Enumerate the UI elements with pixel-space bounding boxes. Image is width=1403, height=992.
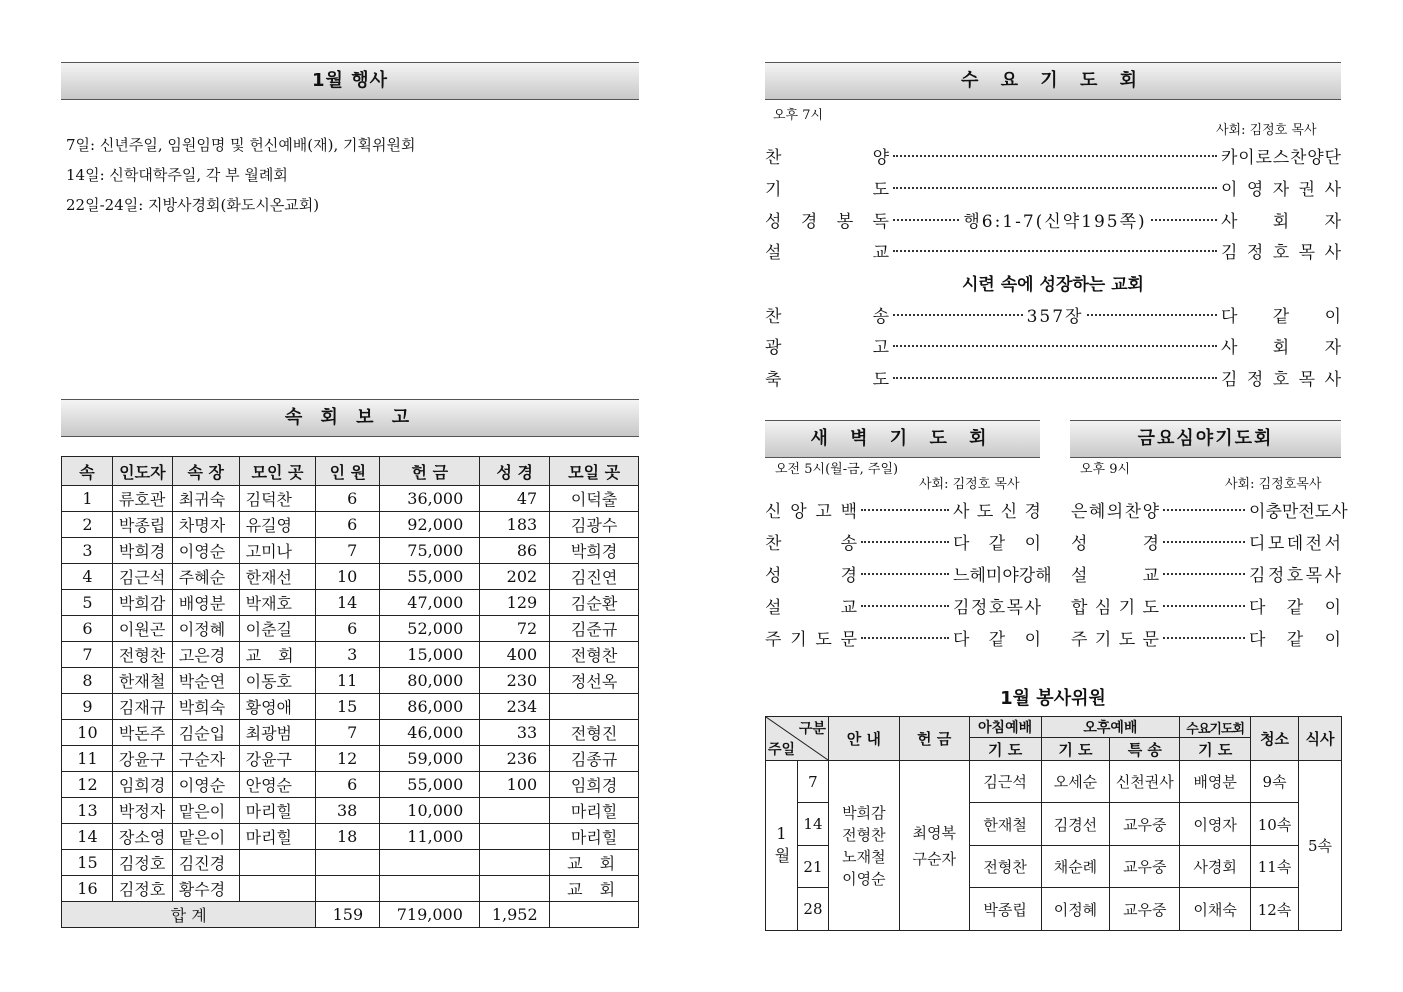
- sokjang-cell: 박희숙: [172, 694, 239, 720]
- leader-cell: 류호관: [112, 486, 172, 512]
- morning-cell: 한재철: [969, 803, 1041, 846]
- special-cell: 교우중: [1110, 803, 1180, 846]
- leader-cell: 김정호: [112, 850, 172, 876]
- bible-cell: 129: [480, 590, 550, 616]
- sokjang-cell: 맡은이: [172, 824, 239, 850]
- sok-cell: 6: [62, 616, 113, 642]
- leader-dots: [893, 155, 1217, 157]
- sok-header: 속: [62, 457, 113, 486]
- attendance-header-row: [62, 457, 639, 486]
- leader-dots: [1151, 219, 1217, 221]
- next-venue-cell: [550, 694, 639, 720]
- sok-cell: 16: [62, 876, 113, 902]
- next-venue-cell: 박희경: [550, 538, 639, 564]
- sokjang-cell: 배영분: [172, 590, 239, 616]
- offering-header: 헌 금: [899, 717, 969, 761]
- table-row: [62, 824, 639, 850]
- leader-cell: 장소영: [112, 824, 172, 850]
- sok-cell: 14: [62, 824, 113, 850]
- venue-cell: 고미나: [239, 538, 316, 564]
- leader-cell: 김재규: [112, 694, 172, 720]
- venue-cell: 최광범: [239, 720, 316, 746]
- leader-dots: [861, 637, 949, 639]
- month-cell: 1월: [766, 761, 798, 931]
- sok-cell: 12: [62, 772, 113, 798]
- aft-prayer-header: 기 도: [1041, 738, 1110, 761]
- total-offering: 719,000: [380, 902, 480, 928]
- attendance-table: [61, 456, 639, 928]
- sok-cell: 7: [62, 642, 113, 668]
- wed-header: 수요기도회: [1180, 717, 1251, 738]
- table-row: [62, 590, 639, 616]
- leader-cell: 박정자: [112, 798, 172, 824]
- offering-cell: 10,000: [380, 798, 480, 824]
- next-venue-cell: 이덕출: [550, 486, 639, 512]
- bible-cell: 400: [480, 642, 550, 668]
- morning-prayer-header: 기 도: [969, 738, 1041, 761]
- next-venue-cell: 마리힐: [550, 798, 639, 824]
- order-person: 이 충 만 전 도 사: [1249, 502, 1348, 522]
- sokjang-cell: 이정혜: [172, 616, 239, 642]
- guide-header: 안 내: [828, 717, 899, 761]
- count-cell: 18: [316, 824, 380, 850]
- leader-dots: [893, 250, 1217, 252]
- dawn-host: 사회: 김정호 목사: [919, 477, 1020, 492]
- next-venue-cell: 김진연: [550, 564, 639, 590]
- table-row: [62, 642, 639, 668]
- order-person: 김 정 호 목 사: [953, 598, 1041, 618]
- next-venue-cell: 전형진: [550, 720, 639, 746]
- count-cell: 7: [316, 720, 380, 746]
- leader-dots: [861, 509, 949, 511]
- order-label: 찬 송: [765, 534, 857, 554]
- order-label: 설 교: [765, 243, 889, 263]
- wed-cell: 이채숙: [1180, 888, 1251, 931]
- clean-cell: 10속: [1251, 803, 1299, 846]
- leader-dots: [893, 219, 959, 221]
- meal-cell: 5속: [1299, 761, 1342, 931]
- offering-cell: 86,000: [380, 694, 480, 720]
- leader-header: 인도자: [112, 457, 172, 486]
- afternoon-header: 오후예배: [1041, 717, 1180, 738]
- bible-cell: [480, 824, 550, 850]
- order-item: [1071, 529, 1341, 554]
- count-cell: 10: [316, 564, 380, 590]
- table-row: [62, 798, 639, 824]
- table-row: [62, 746, 639, 772]
- order-item: [1071, 593, 1341, 618]
- bible-cell: [480, 850, 550, 876]
- morning-cell: 전형찬: [969, 846, 1041, 888]
- wed-prayer-header: 기 도: [1180, 738, 1251, 761]
- special-cell: 교우중: [1110, 888, 1180, 931]
- bible-cell: 33: [480, 720, 550, 746]
- venue-cell: 교 회: [239, 642, 316, 668]
- sokjang-cell: 김순입: [172, 720, 239, 746]
- offering-cell: 75,000: [380, 538, 480, 564]
- sokjang-header: 속 장: [172, 457, 239, 486]
- sok-cell: 2: [62, 512, 113, 538]
- leader-cell: 박종립: [112, 512, 172, 538]
- order-label: 설 교: [765, 598, 857, 618]
- total-bible: 1,952: [480, 902, 550, 928]
- count-cell: 6: [316, 772, 380, 798]
- venue-cell: 김덕찬: [239, 486, 316, 512]
- sok-cell: 8: [62, 668, 113, 694]
- leader-dots: [893, 377, 1217, 379]
- leader-cell: 박희경: [112, 538, 172, 564]
- leader-cell: 강윤구: [112, 746, 172, 772]
- leader-cell: 전형찬: [112, 642, 172, 668]
- order-label: 찬 양: [765, 148, 889, 168]
- count-cell: 38: [316, 798, 380, 824]
- special-cell: 교우중: [1110, 846, 1180, 888]
- order-label: 축 도: [765, 370, 889, 390]
- aft-prayer-cell: 오세순: [1041, 761, 1110, 803]
- sok-cell: 11: [62, 746, 113, 772]
- order-label: 주 기 도 문: [1071, 630, 1159, 650]
- count-header: 인 원: [316, 457, 380, 486]
- meal-header: 식사: [1299, 717, 1342, 761]
- guide-cell: [828, 761, 899, 931]
- sokjang-cell: 차명자: [172, 512, 239, 538]
- order-label: 성 경: [1071, 534, 1159, 554]
- total-count: 159: [316, 902, 380, 928]
- table-row: [62, 616, 639, 642]
- count-cell: 11: [316, 668, 380, 694]
- attendance-total-row: [62, 902, 639, 928]
- leader-cell: 김정호: [112, 876, 172, 902]
- offering-cell: 92,000: [380, 512, 480, 538]
- sermon-title: 시련 속에 성장하는 교회: [962, 275, 1144, 295]
- count-cell: 6: [316, 486, 380, 512]
- wednesday-time: 오후 7시: [773, 108, 824, 123]
- next-venue-cell: 마리힐: [550, 824, 639, 850]
- order-label: 신 앙 고 백: [765, 502, 857, 522]
- table-row: [62, 694, 639, 720]
- bible-cell: 100: [480, 772, 550, 798]
- bible-cell: [480, 798, 550, 824]
- week-cell: 28: [797, 888, 828, 931]
- order-item: [1071, 497, 1348, 522]
- order-item: [765, 207, 1341, 232]
- guide-name: 전형찬: [842, 825, 886, 844]
- order-label: 합 심 기 도: [1071, 598, 1159, 618]
- clean-cell: 9속: [1251, 761, 1299, 803]
- order-person: 디 모 데 전 서: [1249, 534, 1341, 554]
- leader-dots: [1163, 541, 1245, 543]
- order-label: 주 기 도 문: [765, 630, 857, 650]
- leader-cell: 한재철: [112, 668, 172, 694]
- venue-cell: 마리힐: [239, 824, 316, 850]
- venue-cell: 한재선: [239, 564, 316, 590]
- order-item: [765, 625, 1041, 650]
- table-row: [62, 538, 639, 564]
- order-person: 다 같 이: [953, 534, 1041, 554]
- bible-cell: 86: [480, 538, 550, 564]
- offering-cell: [380, 876, 480, 902]
- table-row: [62, 564, 639, 590]
- bible-cell: 47: [480, 486, 550, 512]
- order-item: [765, 593, 1041, 618]
- sokjang-cell: 고은경: [172, 642, 239, 668]
- leader-dots: [1163, 637, 1245, 639]
- order-item: [765, 175, 1341, 200]
- offerer-name: 구순자: [912, 849, 956, 868]
- offering-cell: 11,000: [380, 824, 480, 850]
- order-person: 카 이 로 스 찬 양 단: [1221, 148, 1341, 168]
- bible-cell: [480, 876, 550, 902]
- wed-cell: 배영분: [1180, 761, 1251, 803]
- count-cell: 7: [316, 538, 380, 564]
- leader-cell: 박돈주: [112, 720, 172, 746]
- guide-name: 이영순: [842, 869, 886, 888]
- count-cell: 12: [316, 746, 380, 772]
- leader-dots: [1163, 509, 1245, 511]
- service-table: [765, 716, 1342, 931]
- table-row: [62, 668, 639, 694]
- friday-time: 오후 9시: [1080, 462, 1131, 477]
- offering-cell: 15,000: [380, 642, 480, 668]
- sokjang-cell: 이영순: [172, 538, 239, 564]
- sokjang-cell: 이영순: [172, 772, 239, 798]
- offering-cell: 52,000: [380, 616, 480, 642]
- leader-dots: [1163, 573, 1245, 575]
- clean-cell: 12속: [1251, 888, 1299, 931]
- next-venue-cell: 김순환: [550, 590, 639, 616]
- count-cell: [316, 850, 380, 876]
- order-item: [765, 561, 1052, 586]
- order-item: [765, 302, 1341, 327]
- next-venue-cell: 교 회: [550, 876, 639, 902]
- count-cell: 6: [316, 616, 380, 642]
- event-item: 14일: 신학대학주일, 각 부 월례회: [66, 166, 288, 184]
- sok-cell: 1: [62, 486, 113, 512]
- offering-cell: 55,000: [380, 564, 480, 590]
- venue-cell: [239, 876, 316, 902]
- count-cell: 15: [316, 694, 380, 720]
- venue-cell: 이춘길: [239, 616, 316, 642]
- events-title: 1월 행사: [61, 62, 639, 100]
- order-person: 느 헤 미 야 강 해: [953, 566, 1052, 586]
- leader-cell: 임희경: [112, 772, 172, 798]
- order-person: 김 정 호 목 사: [1221, 370, 1341, 390]
- service-title: 1월 봉사위원: [1000, 688, 1106, 709]
- next-venue-cell: 김준규: [550, 616, 639, 642]
- offerer-name: 최영복: [912, 823, 956, 842]
- order-person: 다 같 이: [1249, 630, 1341, 650]
- count-cell: [316, 876, 380, 902]
- count-cell: 14: [316, 590, 380, 616]
- clean-header: 청소: [1251, 717, 1299, 761]
- leader-cell: 이원곤: [112, 616, 172, 642]
- leader-cell: 김근석: [112, 564, 172, 590]
- morning-cell: 박종립: [969, 888, 1041, 931]
- leader-dots: [1087, 314, 1217, 316]
- next-venue-header: 모일 곳: [550, 457, 639, 486]
- guide-name: 박희감: [842, 803, 886, 822]
- sok-cell: 4: [62, 564, 113, 590]
- offering-cell: 80,000: [380, 668, 480, 694]
- sokjang-cell: 황수경: [172, 876, 239, 902]
- order-item: [1071, 561, 1341, 586]
- sok-cell: 9: [62, 694, 113, 720]
- diagonal-header: [766, 717, 829, 761]
- order-person: 김 정 호 목 사: [1221, 243, 1341, 263]
- leader-dots: [861, 605, 949, 607]
- leader-dots: [861, 541, 949, 543]
- table-row: [62, 850, 639, 876]
- bible-cell: 236: [480, 746, 550, 772]
- week-cell: 7: [797, 761, 828, 803]
- morning-cell: 김근석: [969, 761, 1041, 803]
- order-label: 설 교: [1071, 566, 1159, 586]
- next-venue-cell: 임희경: [550, 772, 639, 798]
- gubun-label: 구분: [798, 721, 826, 737]
- order-item: [765, 238, 1341, 263]
- leader-dots: [1163, 605, 1245, 607]
- table-row: [62, 486, 639, 512]
- offering-cell: 46,000: [380, 720, 480, 746]
- venue-header: 모인 곳: [239, 457, 316, 486]
- aft-prayer-cell: 채순례: [1041, 846, 1110, 888]
- venue-cell: 안영순: [239, 772, 316, 798]
- order-item: [765, 529, 1041, 554]
- venue-cell: 박재호: [239, 590, 316, 616]
- order-person: 사 회 자: [1221, 338, 1341, 358]
- leader-dots: [893, 187, 1217, 189]
- next-venue-cell: 정선옥: [550, 668, 639, 694]
- venue-cell: 강윤구: [239, 746, 316, 772]
- venue-cell: [239, 850, 316, 876]
- sokjang-cell: 박순연: [172, 668, 239, 694]
- order-person: 다 같 이: [1221, 307, 1341, 327]
- wednesday-host: 사회: 김정호 목사: [1216, 123, 1317, 138]
- dawn-time: 오전 5시(월-금, 주일): [775, 462, 899, 477]
- offering-cell: 55,000: [380, 772, 480, 798]
- order-detail: 357장: [1026, 307, 1084, 327]
- table-row: [62, 772, 639, 798]
- clean-cell: 11속: [1251, 846, 1299, 888]
- order-label: 성 경: [765, 566, 857, 586]
- sok-cell: 3: [62, 538, 113, 564]
- count-cell: 6: [316, 512, 380, 538]
- sok-cell: 15: [62, 850, 113, 876]
- offering-cell: 36,000: [380, 486, 480, 512]
- offering-cell: 59,000: [380, 746, 480, 772]
- table-row: [62, 720, 639, 746]
- table-row: [62, 876, 639, 902]
- total-label: 합 계: [62, 902, 316, 928]
- leader-cell: 박희감: [112, 590, 172, 616]
- aft-prayer-cell: 이정혜: [1041, 888, 1110, 931]
- event-item: 22일-24일: 지방사경회(화도시온교회): [66, 196, 320, 214]
- order-label: 기 도: [765, 180, 889, 200]
- order-item: [765, 333, 1341, 358]
- event-item: 7일: 신년주일, 임원임명 및 헌신예배(재), 기획위원회: [66, 136, 416, 154]
- friday-host: 사회: 김정호목사: [1225, 477, 1322, 492]
- special-header: 특 송: [1110, 738, 1180, 761]
- dawn-title: 새 벽 기 도 회: [765, 420, 1040, 458]
- guide-name: 노재철: [842, 847, 886, 866]
- friday-title: 금요심야기도회: [1070, 420, 1341, 458]
- sok-cell: 10: [62, 720, 113, 746]
- next-venue-cell: 교 회: [550, 850, 639, 876]
- week-label: 주일: [768, 742, 796, 758]
- offering-cell: [380, 850, 480, 876]
- sokjang-cell: 맡은이: [172, 798, 239, 824]
- special-cell: 신천권사: [1110, 761, 1180, 803]
- next-venue-cell: 김종규: [550, 746, 639, 772]
- order-label: 성 경 봉 독: [765, 212, 889, 232]
- morning-header: 아침예배: [969, 717, 1041, 738]
- order-person: 다 같 이: [1249, 598, 1341, 618]
- wednesday-title: 수 요 기 도 회: [765, 62, 1341, 100]
- order-person: 다 같 이: [953, 630, 1041, 650]
- bible-header: 성 경: [480, 457, 550, 486]
- sokjang-cell: 구순자: [172, 746, 239, 772]
- leader-dots: [893, 314, 1023, 316]
- offering-header: 헌 금: [380, 457, 480, 486]
- bible-cell: 230: [480, 668, 550, 694]
- sokjang-cell: 최귀숙: [172, 486, 239, 512]
- sok-cell: 5: [62, 590, 113, 616]
- table-row: [766, 761, 1342, 803]
- attendance-title: 속 회 보 고: [61, 399, 639, 437]
- wed-cell: 이영자: [1180, 803, 1251, 846]
- venue-cell: 이동호: [239, 668, 316, 694]
- order-label: 찬 송: [765, 307, 889, 327]
- order-item: [765, 497, 1041, 522]
- offering-cell: 47,000: [380, 590, 480, 616]
- wed-cell: 사경회: [1180, 846, 1251, 888]
- order-person: 이 영 자 권 사: [1221, 180, 1341, 200]
- order-item: [1071, 625, 1341, 650]
- order-detail: 행6:1-7(신약195쪽): [963, 212, 1147, 232]
- offering-cell: [899, 761, 969, 931]
- next-venue-cell: 전형찬: [550, 642, 639, 668]
- sokjang-cell: 김진경: [172, 850, 239, 876]
- week-cell: 14: [797, 803, 828, 846]
- order-label: 광 고: [765, 338, 889, 358]
- order-item: [765, 365, 1341, 390]
- table-row: [62, 512, 639, 538]
- sokjang-cell: 주혜순: [172, 564, 239, 590]
- next-venue-cell: 김광수: [550, 512, 639, 538]
- week-cell: 21: [797, 846, 828, 888]
- bible-cell: 202: [480, 564, 550, 590]
- leader-dots: [861, 573, 949, 575]
- bible-cell: 234: [480, 694, 550, 720]
- sok-cell: 13: [62, 798, 113, 824]
- bible-cell: 183: [480, 512, 550, 538]
- venue-cell: 유길영: [239, 512, 316, 538]
- order-item: [765, 143, 1341, 168]
- order-person: 사 도 신 경: [953, 502, 1041, 522]
- leader-dots: [893, 345, 1217, 347]
- venue-cell: 마리힐: [239, 798, 316, 824]
- order-label: 은 혜 의 찬 양: [1071, 502, 1159, 522]
- order-person: 김 정 호 목 사: [1249, 566, 1341, 586]
- count-cell: 3: [316, 642, 380, 668]
- venue-cell: 황영애: [239, 694, 316, 720]
- aft-prayer-cell: 김경선: [1041, 803, 1110, 846]
- bible-cell: 72: [480, 616, 550, 642]
- order-person: 사 회 자: [1221, 212, 1342, 232]
